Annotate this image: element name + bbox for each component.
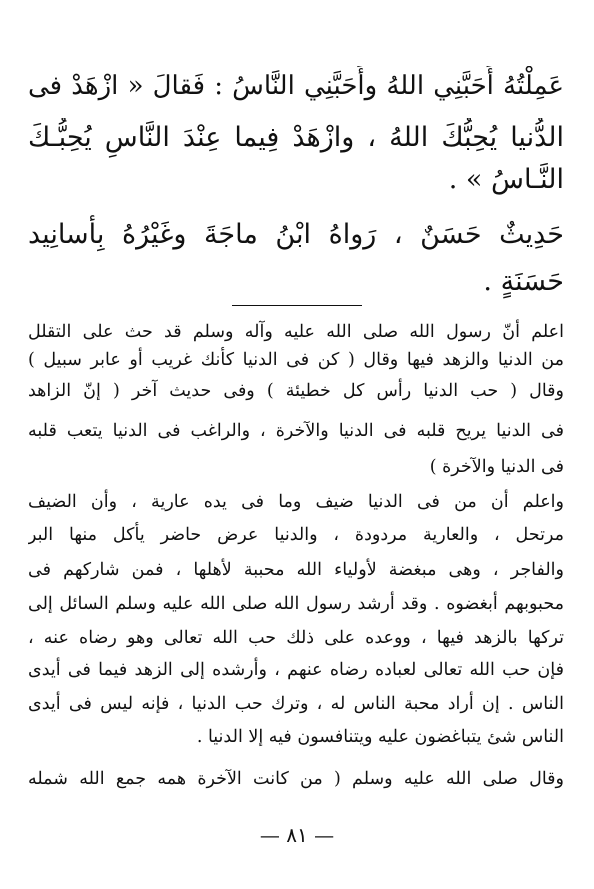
commentary-p2-line-7: الناس . إن أراد محبة الناس له ، وترك حب الدنيا ، فإنه ليس فى أيدى xyxy=(28,694,564,714)
commentary-p1-line-4: فى الدنيا يريح قلبه فى الدنيا والآخرة ، والراغب فى الدنيا يتعب قلبه xyxy=(28,421,564,441)
separator-rule xyxy=(232,305,362,306)
commentary-p1-line-3: وقال ( حب الدنيا رأس كل خطيئة ) وفى حديث آخر ( إنّ الزاهد xyxy=(28,381,564,401)
commentary-p1-line-5: فى الدنيا والآخرة ) xyxy=(429,457,564,477)
commentary-p1-line-1: اعلم أنّ رسول الله صلى الله عليه وآله وسلم قد حث على التقلل xyxy=(28,322,564,342)
page-number: — ٨١ — xyxy=(259,823,335,847)
commentary-p2-line-3: والفاجر ، وهى مبغضة لأولياء الله محببة لأهلها ، فمن شاركهم فى xyxy=(28,560,564,580)
grading-line-1: حَدِيثٌ حَسَنٌ ، رَواهُ ابْنُ ماجَةَ وغَيْرُهُ بِأَسانِيد xyxy=(28,219,564,250)
commentary-p3-line-1: وقال صلى الله عليه وسلم ( من كانت الآخرة همه جمع الله شمله xyxy=(28,769,564,789)
grading-line-2: حَسَنَةٍ . xyxy=(483,266,564,297)
commentary-p2-line-4: محبوبهم أبغضوه . وقد أرشد رسول الله صلى الله عليه وسلم السائل إلى xyxy=(28,594,564,614)
hadith-line-3: النَّـاسُ » . xyxy=(448,164,564,195)
commentary-p2-line-5: تركها بالزهد فيها ، ووعده على ذلك حب الله تعالى وهو رضاه عنه ، xyxy=(28,628,564,648)
hadith-line-1: عَمِلْتُهُ أَحَبَّنِي اللهُ وأَحَبَّنِي النَّاسُ : فَقالَ « ازْهَدْ فى xyxy=(28,71,564,101)
commentary-p1-line-2: من الدنيا والزهد فيها وقال ( كن فى الدنيا كأنك غريب أو عابر سبيل ) xyxy=(28,350,564,370)
commentary-p2-line-1: واعلم أن من فى الدنيا ضيف وما فى يده عارية ، وأن الضيف xyxy=(28,492,564,512)
commentary-p2-line-2: مرتحل ، والعارية مردودة ، والدنيا عرض حاضر يأكل منها البر xyxy=(28,525,564,545)
commentary-p2-line-6: فإن حب الله تعالى لعباده رضاه عنهم ، وأرشده إلى الزهد فيما فى أيدى xyxy=(28,660,564,680)
commentary-p2-line-8: الناس شئ يتباغضون عليه ويتنافسون فيه إلا الدنيا . xyxy=(196,727,564,747)
hadith-line-2: الدُّنيا يُحِبُّكَ اللهُ ، وازْهَدْ فِيما عِنْدَ النَّاسِ يُحِبُّـكَ xyxy=(28,122,564,153)
